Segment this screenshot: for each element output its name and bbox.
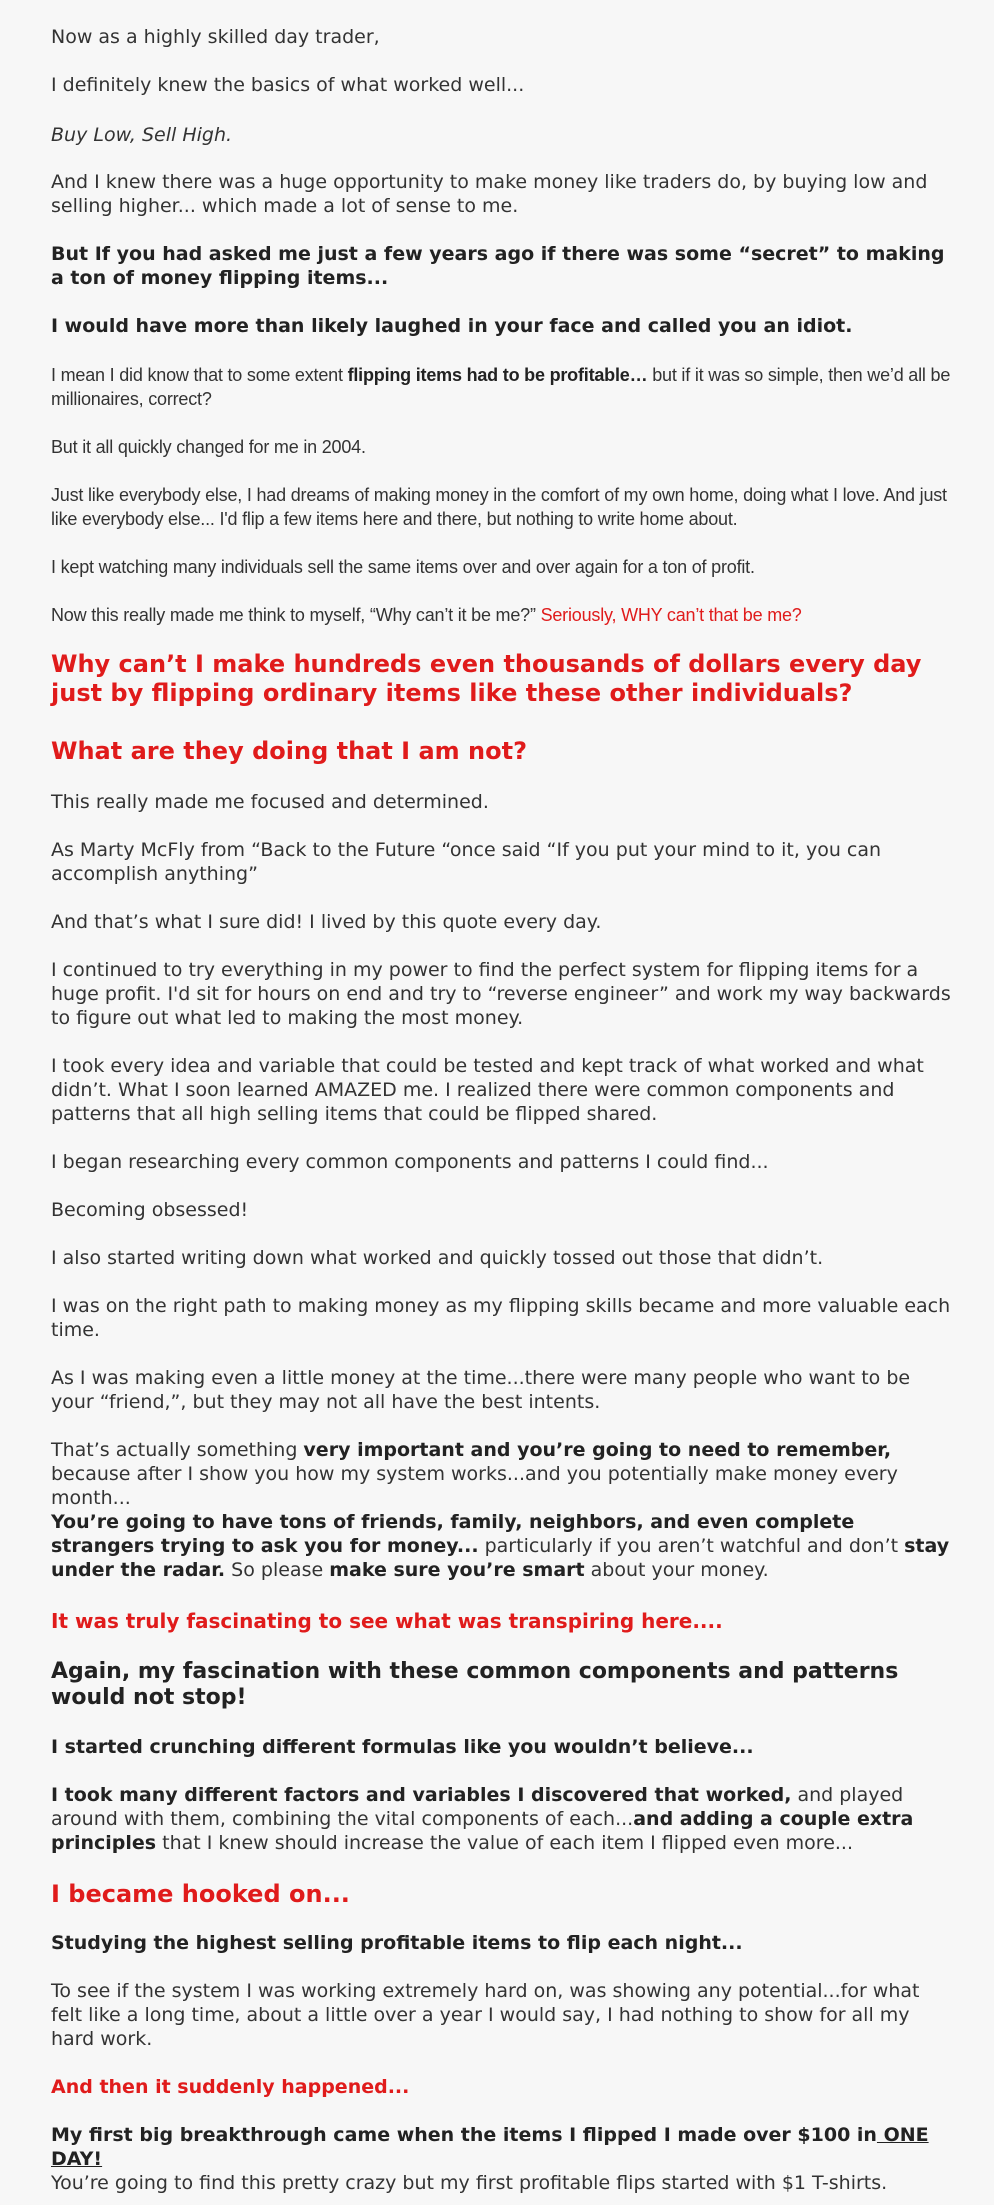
- bold-paragraph: Studying the highest selling profitable items to flip each night...: [51, 1932, 743, 1954]
- paragraph: [51, 603, 951, 627]
- paragraph: And that’s what I sure did! I lived by this quote every day.: [51, 911, 602, 933]
- text-span: because after I show you how my system works...and you potentially make money every month...: [51, 1463, 898, 1509]
- bold-span: You’re going to have tons of friends, family, neighbors, and even complete strangers trying to ask you for money...: [51, 1511, 855, 1557]
- text-span: about your money.: [584, 1559, 769, 1581]
- text-span: but if it was so simple, then we’d all be millionaires, correct?: [51, 365, 951, 409]
- text-span: particularly if you aren’t watchful and don’t: [478, 1535, 905, 1557]
- paragraph: As Marty McFly from “Back to the Future “once said “If you put your mind to it, you can accomplish anything”: [51, 839, 882, 885]
- red-heading: Why can’t I make hundreds even thousands of dollars every day just by flipping ordinary items like these other individuals?: [51, 650, 922, 707]
- bold-span: I took many different factors and variables I discovered that worked,: [51, 1784, 792, 1806]
- paragraph: As I was making even a little money at the time...there were many people who want to be your “friend,”, but they may not all have the best intents.: [51, 1367, 911, 1413]
- bold-span: flipping items had to be profitable…: [347, 365, 648, 385]
- red-heading: It was truly fascinating to see what was transpiring here....: [51, 1609, 723, 1633]
- paragraph: But it all quickly changed for me in 2004.: [51, 437, 366, 457]
- paragraph: [51, 1438, 951, 1510]
- paragraph: [51, 1510, 951, 1582]
- paragraph: I definitely knew the basics of what worked well...: [51, 74, 525, 96]
- text-span: My first big breakthrough came when the items I flipped I made over $100 in: [51, 2124, 877, 2146]
- bold-span: stay under the radar.: [51, 1535, 950, 1581]
- paragraph: You’re going to find this pretty crazy but my first profitable flips started with $1 T-shirts.: [51, 2172, 888, 2194]
- red-bold-paragraph: And then it suddenly happened...: [51, 2076, 410, 2098]
- heading: Again, my fascination with these common components and patterns would not stop!: [51, 1659, 899, 1710]
- red-heading: What are they doing that I am not?: [51, 737, 527, 765]
- text-span: and played around with them, combining the vital components of each...: [51, 1784, 904, 1830]
- paragraph: Now as a highly skilled day trader,: [51, 26, 380, 48]
- paragraph: And I knew there was a huge opportunity to make money like traders do, by buying low and selling higher... which made a lot of sense to me.: [51, 171, 928, 217]
- text-span: So please: [225, 1559, 330, 1581]
- bold-span: make sure you’re smart: [329, 1559, 585, 1581]
- paragraph: I took every idea and variable that could be tested and kept track of what worked and what didn’t. What I soon learned AMAZED me. I realized there were common components and patterns that all high selling items that could be flipped shared.: [51, 1055, 924, 1125]
- bold-span: and adding a couple extra principles: [51, 1808, 914, 1854]
- text-span: that I knew should increase the value of each item I flipped even more...: [156, 1832, 853, 1854]
- bold-paragraph: But If you had asked me just a few years ago if there was some “secret” to making a ton of money flipping items...: [51, 243, 945, 289]
- text-span: I mean I did know that to some extent: [51, 365, 348, 385]
- paragraph: To see if the system I was working extremely hard on, was showing any potential...for what felt like a long time, about a little over a year I would say, I had nothing to show for all my hard work.: [51, 1980, 920, 2050]
- text-span: That’s actually something: [51, 1439, 304, 1461]
- bold-paragraph: I would have more than likely laughed in your face and called you an idiot.: [51, 315, 853, 337]
- bold-span: very important and you’re going to need to remember,: [303, 1439, 892, 1461]
- red-span: Seriously, WHY can’t that be me?: [535, 605, 802, 625]
- paragraph: I continued to try everything in my power to find the perfect system for flipping items for a huge profit. I'd sit for hours on end and try to “reverse engineer” and work my way backwards to figure out what led to making the most money.: [51, 959, 951, 1029]
- text-span: Now this really made me think to myself, “Why can’t it be me?”: [51, 605, 536, 625]
- bold-paragraph: I started crunching different formulas like you wouldn’t believe...: [51, 1736, 754, 1758]
- paragraph: Just like everybody else, I had dreams of making money in the comfort of my own home, doing what I love. And just like everybody else... I'd flip a few items here and there, but nothing to write home about.: [51, 485, 947, 529]
- paragraph: I also started writing down what worked and quickly tossed out those that didn’t.: [51, 1247, 824, 1269]
- paragraph: [51, 363, 951, 411]
- paragraph: Becoming obsessed!: [51, 1199, 249, 1221]
- italic-paragraph: Buy Low, Sell High.: [51, 124, 233, 146]
- red-heading: I became hooked on...: [51, 1880, 350, 1908]
- paragraph: I kept watching many individuals sell the same items over and over again for a ton of profit.: [51, 557, 755, 577]
- paragraph: I was on the right path to making money as my flipping skills became and more valuable each time.: [51, 1295, 951, 1341]
- paragraph: I began researching every common components and patterns I could find...: [51, 1151, 769, 1173]
- paragraph: This really made me focused and determined.: [51, 791, 489, 813]
- underlined-span: ONE DAY!: [51, 2124, 929, 2170]
- bold-paragraph: [51, 2123, 951, 2171]
- paragraph: [51, 1783, 951, 1855]
